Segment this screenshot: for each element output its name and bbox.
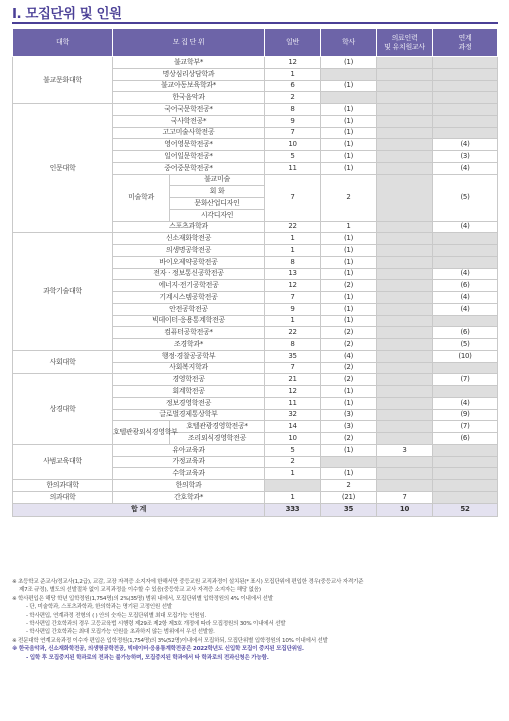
unit-cell: 컴퓨터공학전공*: [113, 327, 265, 339]
sub-unit-cell: 회 화: [170, 186, 265, 198]
linked-cell: (4): [433, 292, 498, 304]
unit-cell: 안전공학전공: [113, 303, 265, 315]
bachelor-cell: (1): [321, 57, 377, 69]
general-cell: 7: [265, 127, 321, 139]
linked-cell: [433, 456, 498, 468]
linked-cell: [433, 315, 498, 327]
note-line: - 학사편입 간호학과는 최대 모집가능 인원을 초과하지 않는 범위에서 우선 선발함.: [26, 629, 215, 636]
bachelor-cell: (1): [321, 162, 377, 174]
medical-cell: [377, 386, 433, 398]
bachelor-cell: (1): [321, 444, 377, 456]
general-cell: 8: [265, 256, 321, 268]
medical-cell: [377, 80, 433, 92]
college-cell: 사범교육대학: [13, 444, 113, 479]
medical-cell: [377, 162, 433, 174]
unit-cell: 글로벌경제통상학부: [113, 409, 265, 421]
college-cell: 과학기술대학: [13, 233, 113, 351]
title-divider: [12, 22, 498, 24]
table-header-row: [13, 29, 498, 57]
bachelor-cell: (4): [321, 350, 377, 362]
linked-cell: (7): [433, 374, 498, 386]
medical-cell: [377, 268, 433, 280]
header-unit: 모 집 단 위: [113, 29, 265, 57]
note-line-emphasis: - 입학 후 모집중지된 학과로의 전과는 불가능하며, 모집중지된 학과에서 타 학과로의 전과신청은 가능함.: [26, 654, 269, 661]
college-cell: 불교문화대학: [13, 57, 113, 104]
general-cell: 8: [265, 104, 321, 116]
linked-cell: [433, 104, 498, 116]
medical-cell: [377, 315, 433, 327]
linked-cell: (6): [433, 280, 498, 292]
unit-group-cell: 호텔관광외식경영학부: [113, 421, 170, 445]
linked-cell: [433, 115, 498, 127]
unit-cell: 의생명공학전공: [113, 245, 265, 257]
medical-cell: [377, 256, 433, 268]
unit-cell: 조경학과*: [113, 339, 265, 351]
general-cell: 7: [265, 292, 321, 304]
general-cell: 14: [265, 421, 321, 433]
college-cell: 의과대학: [13, 491, 113, 503]
linked-cell: [433, 444, 498, 456]
unit-cell: 경영학전공: [113, 374, 265, 386]
linked-cell: [433, 480, 498, 492]
linked-cell: [433, 233, 498, 245]
general-cell: 32: [265, 409, 321, 421]
medical-cell: 3: [377, 444, 433, 456]
total-bachelor: 35: [321, 503, 377, 516]
unit-cell: 회계학전공: [113, 386, 265, 398]
medical-cell: [377, 397, 433, 409]
unit-cell: 간호학과*: [113, 491, 265, 503]
unit-cell: 불교학부*: [113, 57, 265, 69]
medical-cell: [377, 350, 433, 362]
total-linked: 52: [433, 503, 498, 516]
unit-cell: 한의학과: [113, 480, 265, 492]
bachelor-cell: (1): [321, 233, 377, 245]
unit-group-cell: 미술학과: [113, 174, 170, 221]
unit-cell: 빅데이터·응용통계학전공: [113, 315, 265, 327]
bachelor-cell: (1): [321, 468, 377, 480]
college-cell: 한의과대학: [13, 480, 113, 492]
linked-cell: (10): [433, 350, 498, 362]
general-cell: 12: [265, 386, 321, 398]
header-bachelor: 학사: [321, 29, 377, 57]
general-cell: [265, 480, 321, 492]
unit-cell: 명상심리상담학과: [113, 68, 265, 80]
linked-cell: (6): [433, 327, 498, 339]
linked-cell: [433, 92, 498, 104]
bachelor-cell: (1): [321, 115, 377, 127]
linked-cell: [433, 491, 498, 503]
note-line: ※ 학사편입은 해당 학년 입학정원(1,754명)의 2%(35명) 범위 내에서, 모집단위별 입학정원의 4% 이내에서 선발: [12, 595, 273, 602]
unit-cell: 영어영문학전공*: [113, 139, 265, 151]
linked-cell: [433, 386, 498, 398]
medical-cell: [377, 468, 433, 480]
table-row: [13, 491, 498, 503]
unit-cell: 정보경영학전공: [113, 397, 265, 409]
linked-cell: (6): [433, 433, 498, 445]
unit-cell: 중어중문학전공*: [113, 162, 265, 174]
note-line: ※ 전문대학 연계교육과정 이수자 편입은 입학정원(1,754명)의 3%(52명)이내에서 모집하되, 모집단위별 입학정원의 10% 이내에서 선발: [12, 637, 328, 644]
bachelor-cell: (1): [321, 256, 377, 268]
medical-cell: [377, 480, 433, 492]
linked-cell: [433, 80, 498, 92]
footnotes: [12, 578, 500, 662]
table-row: [13, 57, 498, 69]
bachelor-cell: (1): [321, 386, 377, 398]
medical-cell: [377, 292, 433, 304]
medical-cell: [377, 127, 433, 139]
bachelor-cell: (2): [321, 362, 377, 374]
general-cell: 22: [265, 327, 321, 339]
medical-cell: [377, 139, 433, 151]
total-general: 333: [265, 503, 321, 516]
linked-cell: (4): [433, 162, 498, 174]
unit-cell: 고고미술사학전공: [113, 127, 265, 139]
bachelor-cell: (1): [321, 303, 377, 315]
medical-cell: [377, 151, 433, 163]
unit-cell: 한국음악과: [113, 92, 265, 104]
medical-cell: [377, 303, 433, 315]
linked-cell: (3): [433, 151, 498, 163]
college-cell: 상경대학: [13, 374, 113, 445]
bachelor-cell: [321, 456, 377, 468]
general-cell: 9: [265, 303, 321, 315]
bachelor-cell: [321, 92, 377, 104]
bachelor-cell: (1): [321, 245, 377, 257]
general-cell: 1: [265, 491, 321, 503]
medical-cell: [377, 115, 433, 127]
unit-cell: 불교아동보육학과*: [113, 80, 265, 92]
general-cell: 1: [265, 468, 321, 480]
unit-cell: 국어국문학전공*: [113, 104, 265, 116]
medical-cell: [377, 362, 433, 374]
table-row: [13, 480, 498, 492]
linked-cell: (7): [433, 421, 498, 433]
general-cell: 35: [265, 350, 321, 362]
bachelor-cell: (2): [321, 433, 377, 445]
medical-cell: [377, 433, 433, 445]
general-cell: 10: [265, 433, 321, 445]
general-cell: 12: [265, 280, 321, 292]
general-cell: 11: [265, 162, 321, 174]
linked-cell: [433, 68, 498, 80]
general-cell: 10: [265, 139, 321, 151]
general-cell: 1: [265, 233, 321, 245]
bachelor-cell: 2: [321, 174, 377, 221]
general-cell: 7: [265, 174, 321, 221]
medical-cell: 7: [377, 491, 433, 503]
medical-cell: [377, 327, 433, 339]
linked-cell: [433, 468, 498, 480]
note-line: - 학사편입, 연계과정 전형의 ( ) 안의 숫자는 모집단위별 최대 모집가능 인원임.: [26, 612, 207, 619]
sub-unit-cell: 시각디자인: [170, 209, 265, 221]
unit-cell: 유아교육과: [113, 444, 265, 456]
unit-cell: 수학교육과: [113, 468, 265, 480]
bachelor-cell: (1): [321, 127, 377, 139]
bachelor-cell: (1): [321, 104, 377, 116]
unit-cell: 스포츠과학과: [113, 221, 265, 233]
general-cell: 1: [265, 315, 321, 327]
header-medical: 의료인력 및 유치원교사: [377, 29, 433, 57]
header-general: 일반: [265, 29, 321, 57]
sub-unit-cell: 조리외식경영학전공: [170, 433, 265, 445]
bachelor-cell: (1): [321, 139, 377, 151]
medical-cell: [377, 68, 433, 80]
bachelor-cell: (1): [321, 315, 377, 327]
page-title: Ⅰ. 모집단위 및 인원: [12, 6, 122, 22]
table-row: [13, 374, 498, 386]
medical-cell: [377, 233, 433, 245]
general-cell: 6: [265, 80, 321, 92]
note-line: - 단, 미술학과, 스포츠과학과, 한의학과는 명기된 고정인원 선발: [26, 604, 172, 611]
general-cell: 5: [265, 444, 321, 456]
bachelor-cell: [321, 68, 377, 80]
bachelor-cell: (2): [321, 280, 377, 292]
table-row: [13, 350, 498, 362]
general-cell: 21: [265, 374, 321, 386]
total-label: 합 계: [13, 503, 265, 516]
medical-cell: [377, 57, 433, 69]
note-line: - 학사편입 간호학과의 경우 고등교육법 시행령 제29조 제2항 제3호 개정에 따라 모집정원의 30% 이내에서 선발: [26, 621, 286, 628]
general-cell: 1: [265, 245, 321, 257]
bachelor-cell: (1): [321, 397, 377, 409]
medical-cell: [377, 280, 433, 292]
general-cell: 1: [265, 68, 321, 80]
unit-cell: 에너지·전기공학전공: [113, 280, 265, 292]
general-cell: 8: [265, 339, 321, 351]
total-medical: 10: [377, 503, 433, 516]
medical-cell: [377, 339, 433, 351]
bachelor-cell: (2): [321, 339, 377, 351]
linked-cell: [433, 362, 498, 374]
linked-cell: (4): [433, 397, 498, 409]
general-cell: 13: [265, 268, 321, 280]
college-cell: 인문대학: [13, 104, 113, 233]
general-cell: 22: [265, 221, 321, 233]
sub-unit-cell: 문화산업디자인: [170, 198, 265, 210]
bachelor-cell: (1): [321, 151, 377, 163]
unit-cell: 가정교육과: [113, 456, 265, 468]
college-cell: 사회대학: [13, 350, 113, 374]
bachelor-cell: (3): [321, 421, 377, 433]
general-cell: 11: [265, 397, 321, 409]
sub-unit-cell: 호텔관광경영학전공*: [170, 421, 265, 433]
bachelor-cell: (3): [321, 409, 377, 421]
bachelor-cell: (1): [321, 292, 377, 304]
total-row: [13, 503, 498, 516]
unit-cell: 일어일문학전공*: [113, 151, 265, 163]
unit-cell: 신소재화학전공: [113, 233, 265, 245]
linked-cell: (5): [433, 339, 498, 351]
linked-cell: [433, 127, 498, 139]
linked-cell: (9): [433, 409, 498, 421]
unit-cell: 행정·경찰공공학부: [113, 350, 265, 362]
bachelor-cell: (1): [321, 268, 377, 280]
medical-cell: [377, 92, 433, 104]
unit-cell: 전자 · 정보통신공학전공: [113, 268, 265, 280]
note-line: ※ 초등학교 준교사/정교사(1,2급), 교감, 교장 자격증 소지자에 한해서만 중등교원 교직과정이 설치된(* 표시) 모집단위에 편입한 경우(중등교사 자격기준: [12, 579, 364, 585]
admission-table: [12, 28, 498, 517]
linked-cell: (4): [433, 139, 498, 151]
general-cell: 2: [265, 92, 321, 104]
header-linked: 연계 과정: [433, 29, 498, 57]
table-row: [13, 104, 498, 116]
header-college: 대학: [13, 29, 113, 57]
medical-cell: [377, 245, 433, 257]
general-cell: 12: [265, 57, 321, 69]
medical-cell: [377, 174, 433, 221]
bachelor-cell: (2): [321, 374, 377, 386]
medical-cell: [377, 221, 433, 233]
unit-cell: 국사학전공*: [113, 115, 265, 127]
bachelor-cell: 1: [321, 221, 377, 233]
general-cell: 5: [265, 151, 321, 163]
linked-cell: (4): [433, 303, 498, 315]
medical-cell: [377, 421, 433, 433]
medical-cell: [377, 409, 433, 421]
bachelor-cell: 2: [321, 480, 377, 492]
medical-cell: [377, 374, 433, 386]
linked-cell: (5): [433, 174, 498, 221]
unit-cell: 사회복지학과: [113, 362, 265, 374]
note-line-emphasis: ※ 한국음악과, 신소재화학전공, 의생명공학전공, 빅데이터·응용통계학전공은 2022학년도 신입학 모집이 중지된 모집단위임.: [12, 646, 304, 653]
linked-cell: [433, 245, 498, 257]
medical-cell: [377, 456, 433, 468]
linked-cell: [433, 57, 498, 69]
bachelor-cell: (1): [321, 80, 377, 92]
linked-cell: (4): [433, 268, 498, 280]
bachelor-cell: (21): [321, 491, 377, 503]
general-cell: 9: [265, 115, 321, 127]
table-row: [13, 444, 498, 456]
linked-cell: [433, 256, 498, 268]
general-cell: 7: [265, 362, 321, 374]
linked-cell: (4): [433, 221, 498, 233]
unit-cell: 바이오제약공학전공: [113, 256, 265, 268]
medical-cell: [377, 104, 433, 116]
table-row: [13, 233, 498, 245]
bachelor-cell: (2): [321, 327, 377, 339]
unit-cell: 기계시스템공학전공: [113, 292, 265, 304]
note-line: 제7조 규정), 별도의 선발절차 없이 교직과정을 이수할 수 있음(중등학교 교사 자격증 소지자는 해당 없음): [19, 587, 261, 594]
sub-unit-cell: 불교미술: [170, 174, 265, 186]
general-cell: 2: [265, 456, 321, 468]
